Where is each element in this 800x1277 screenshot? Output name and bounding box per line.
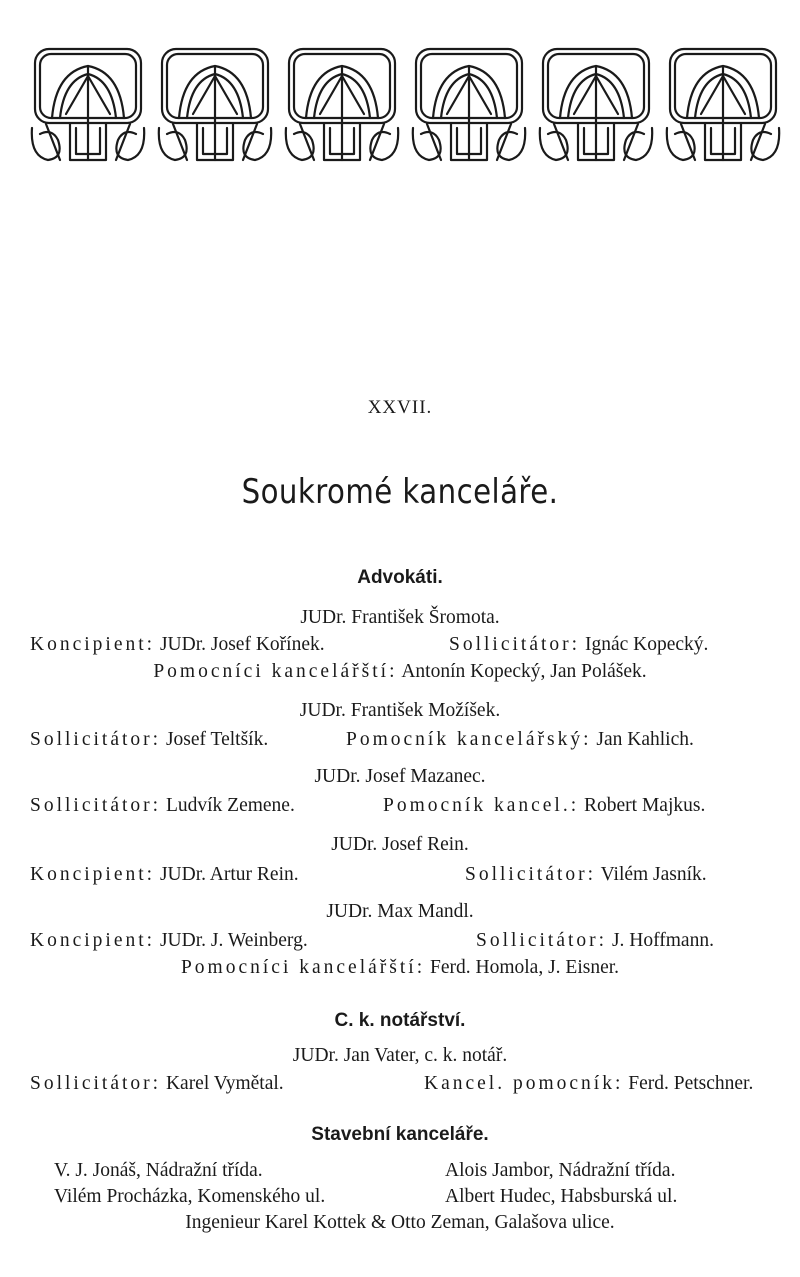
entry-name: JUDr. Jan Vater, c. k. notář. bbox=[292, 1045, 508, 1066]
entry-row: Koncipient: JUDr. J. Weinberg. bbox=[30, 930, 308, 951]
list-item: V. J. Jonáš, Nádražní třída. bbox=[54, 1160, 263, 1181]
section-heading-stavebni: Stavební kanceláře. bbox=[311, 1124, 489, 1145]
list-item: Ingenieur Karel Kottek & Otto Zeman, Galašova ulice. bbox=[185, 1212, 615, 1233]
entry-name: JUDr. František Šromota. bbox=[300, 607, 500, 628]
entry-row: Pomocníci kancelářští: Antonín Kopecký, Jan Polášek. bbox=[153, 661, 647, 682]
entry-row: Pomocníci kancelářští: Ferd. Homola, J. Eisner. bbox=[180, 957, 620, 978]
entry-row: Kancel. pomocník: Ferd. Petschner. bbox=[424, 1073, 754, 1094]
list-item: Alois Jambor, Nádražní třída. bbox=[445, 1160, 676, 1181]
entry-row: Koncipient: JUDr. Artur Rein. bbox=[30, 864, 299, 885]
entry-row: Sollicitátor: Ludvík Zemene. bbox=[30, 795, 295, 816]
section-heading-advokati: Advokáti. bbox=[357, 567, 443, 588]
entry-row: Sollicitátor: J. Hoffmann. bbox=[476, 930, 714, 951]
entry-row: Pomocník kancelářský: Jan Kahlich. bbox=[346, 729, 694, 750]
entry-row: Sollicitátor: Josef Teltšík. bbox=[30, 729, 269, 750]
list-item: Vilém Procházka, Komenského ul. bbox=[54, 1186, 326, 1207]
chapter-numeral: XXVII. bbox=[367, 397, 433, 418]
entry-name: JUDr. Josef Rein. bbox=[331, 834, 469, 855]
entry-row: Sollicitátor: Karel Vymětal. bbox=[30, 1073, 284, 1094]
entry-row: Pomocník kancel.: Robert Majkus. bbox=[383, 795, 706, 816]
entry-name: JUDr. Josef Mazanec. bbox=[314, 766, 486, 787]
section-heading-notarstvi: C. k. notářství. bbox=[334, 1010, 466, 1031]
ornament-border bbox=[26, 44, 786, 166]
page-title: Soukromé kanceláře. bbox=[241, 472, 559, 512]
entry-name: JUDr. František Možíšek. bbox=[299, 700, 501, 721]
list-item: Albert Hudec, Habsburská ul. bbox=[445, 1186, 678, 1207]
entry-row: Sollicitátor: Vilém Jasník. bbox=[465, 864, 707, 885]
entry-row: Koncipient: JUDr. Josef Kořínek. bbox=[30, 634, 325, 655]
entry-row: Sollicitátor: Ignác Kopecký. bbox=[449, 634, 709, 655]
entry-name: JUDr. Max Mandl. bbox=[326, 901, 474, 922]
